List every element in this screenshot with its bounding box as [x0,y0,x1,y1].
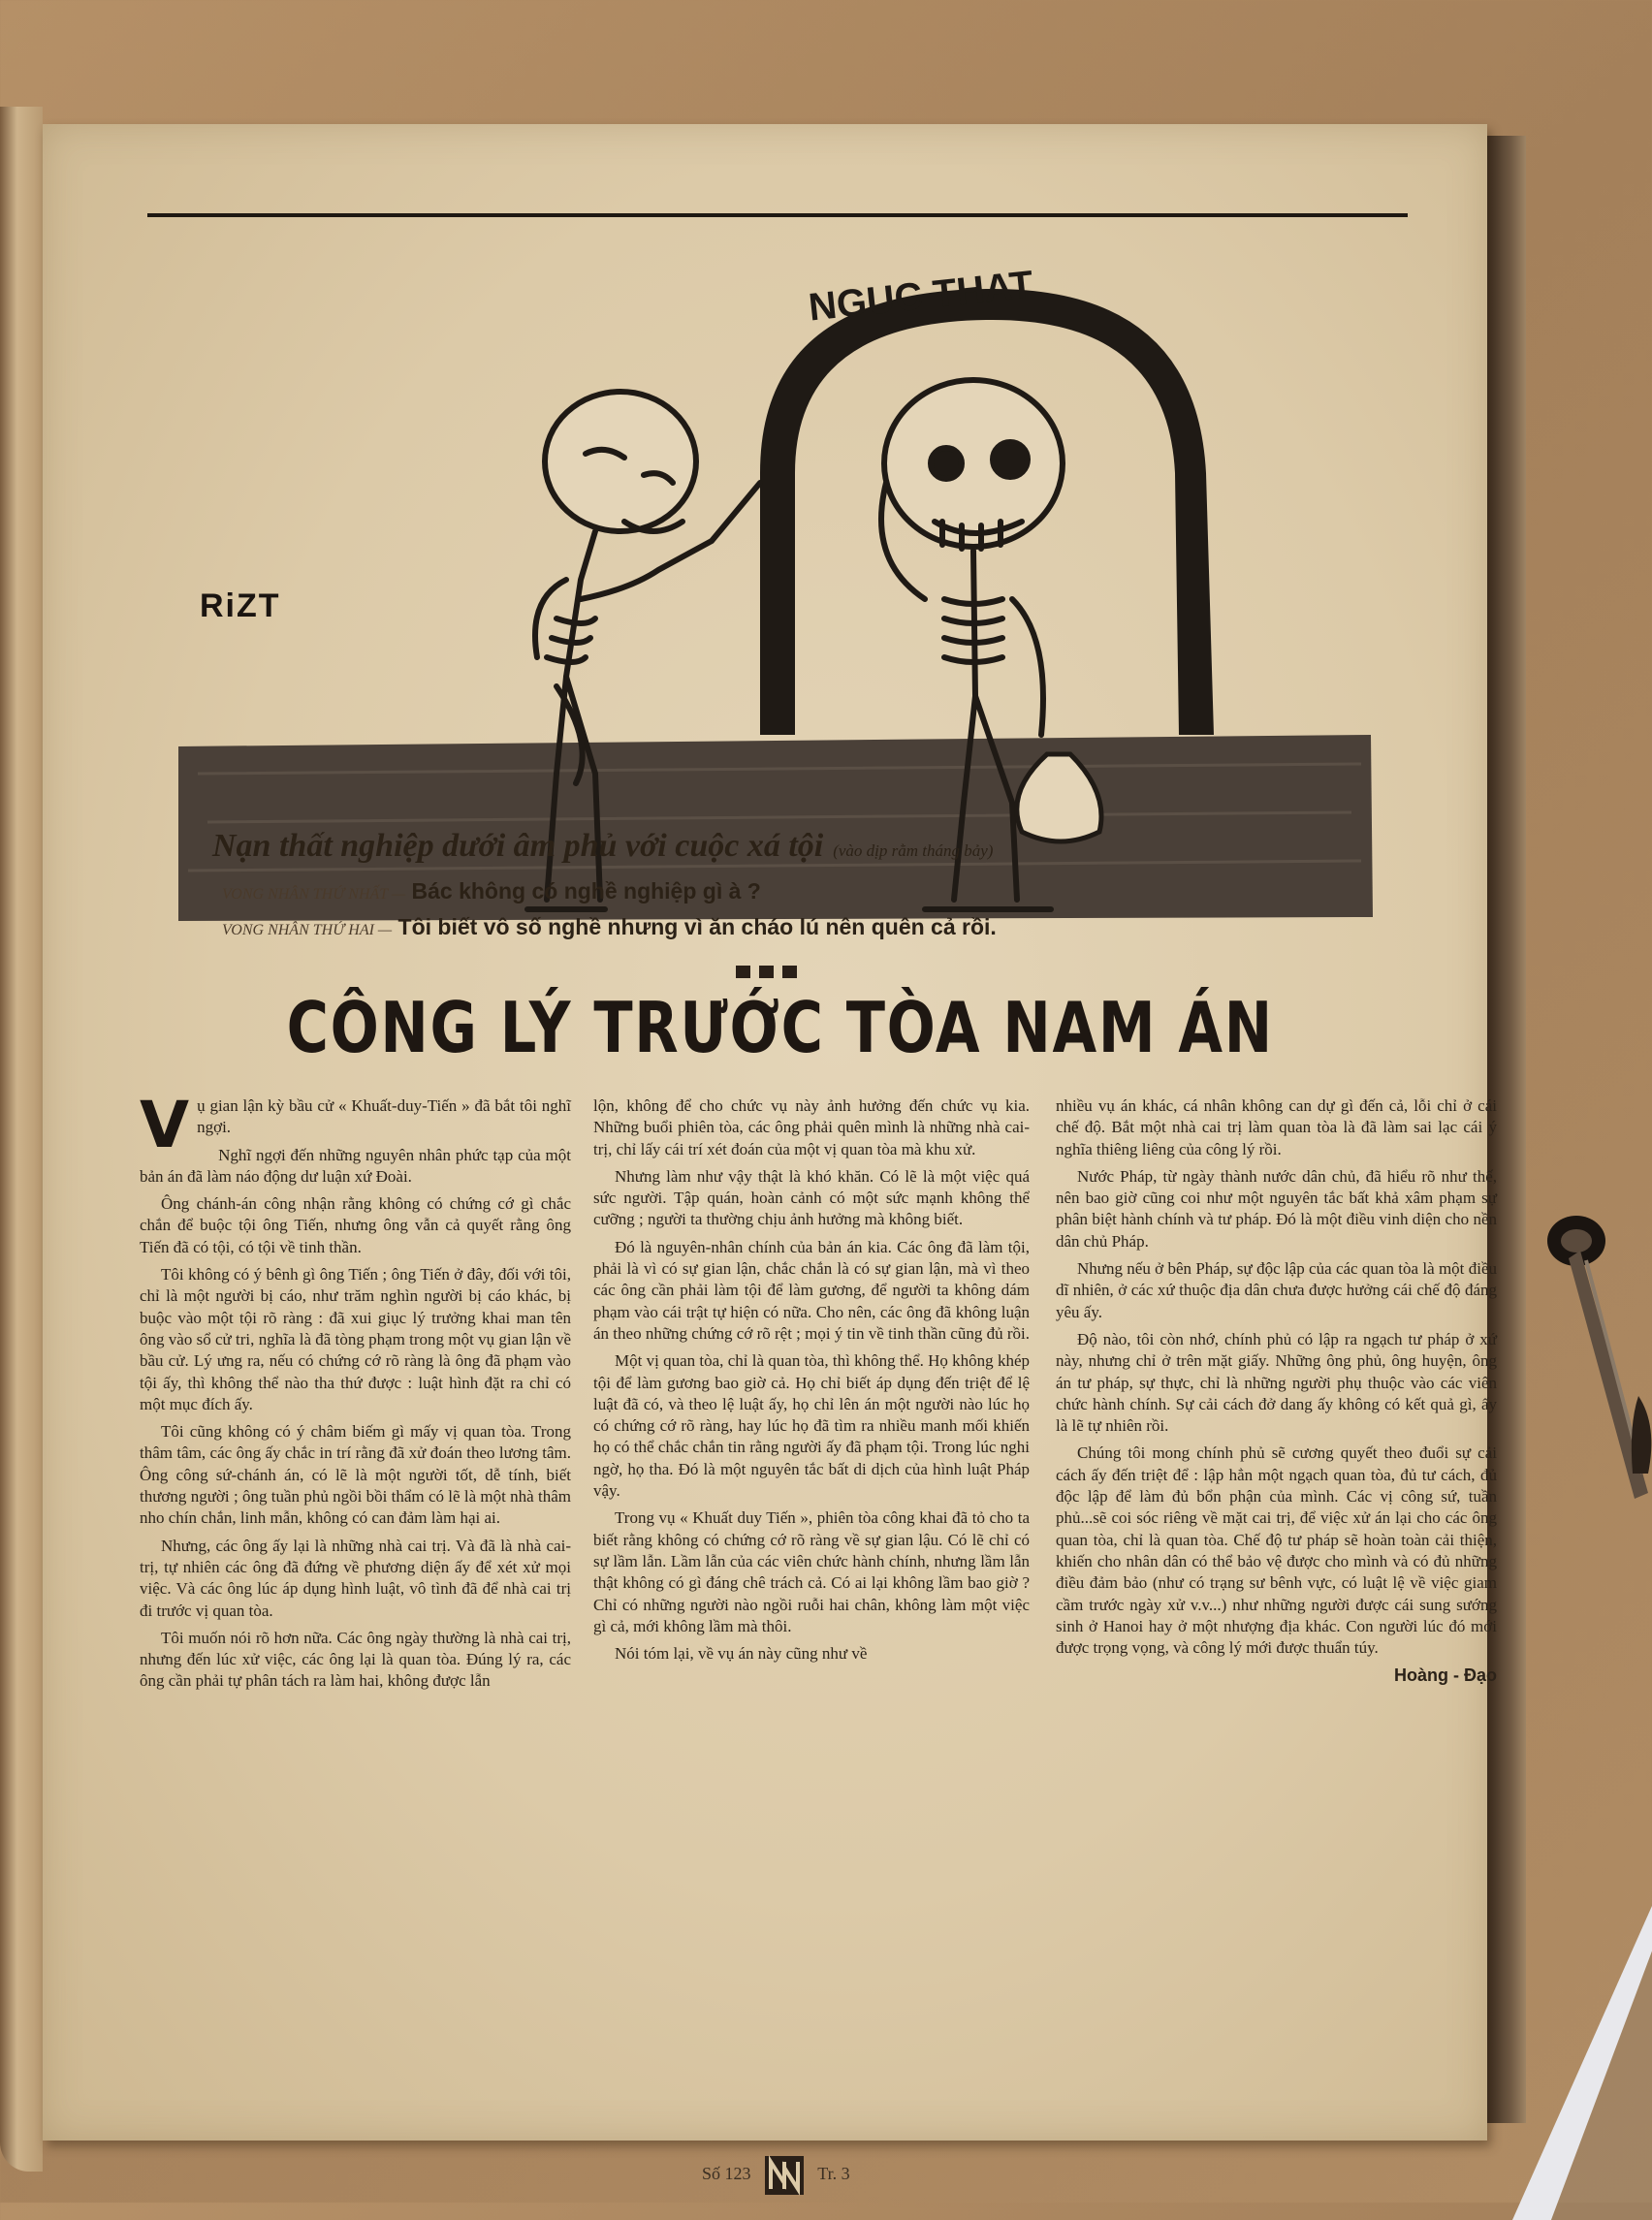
paragraph: Tôi không có ý bênh gì ông Tiến ; ông Tiến ở đây, đối với tôi, chỉ là một người bị cáo, như trăm nghìn người bị cáo khác, bị buộc vào một tội rõ ràng : đã xui giục lý trưởng khai man tên ông vào sổ cử tri, nghĩa là đã tòng phạm trong một vụ gian lận về bầu cử. Lý ưng ra, nếu có chứng cớ rõ ràng là ông đã phạm vào tội ấy, thì không thể nào tha thứ được : luật hình đặt ra chỉ có một mục đích ấy. [140,1265,571,1413]
top-rule [147,213,1408,217]
paragraph: nhiều vụ án khác, cá nhân không can dự gì đến cả, lỗi chỉ ở cái chế độ. Bắt một nhà cai trị làm quan tòa là đã làm sai lạc cái ý nghĩa thiêng liêng của công lý rồi. [1056,1096,1497,1158]
dialogue-line-1 [222,878,761,904]
paragraph [140,1088,571,1162]
magazine-page [43,124,1497,2184]
book-binding [0,107,43,2172]
paragraph: Nghĩ ngợi đến những nguyên nhân phức tạp của một bản án đã làm náo động dư luận xứ Đoài. [140,1145,571,1186]
caption-text: Nạn thất nghiệp dưới âm phủ với cuộc xá tội [212,828,824,864]
article-headline: CÔNG LÝ TRƯỚC TÒA NAM ÁN [286,987,1274,1068]
paragraph: Chúng tôi mong chính phủ sẽ cương quyết theo đuổi sự cải cách ấy đến triệt để : lập hẳn một ngạch quan tòa, đủ tư cách, đủ độc lập để làm đủ bổn phận của mình. Các vị công sứ, tuần phủ...sẽ coi sóc riêng về mặt cai trị, để việc xử án lại cho các ông quan tòa, chỉ là quan tòa. Chế độ tư pháp sẽ hoàn toàn cải thiện, khiến cho nhân dân có thể bảo vệ được cho mình và có đủ những điều đảm bảo (như có trạng sư bênh vực, có luật lệ về việc giam cầm trước ngày xử v.v...) như những người được cái sung sướng sinh ở Hanoi hay ở một nhượng địa khác. Con người lúc đó mới được trọng vọng, và công lý mới được thuẩn túy. [1056,1443,1497,1658]
paragraph: Nói tóm lại, về vụ án này cũng như về [615,1644,868,1664]
drop-cap: V [140,1088,190,1162]
article-column-3 [1056,1095,1497,1687]
speaker-1: VONG NHÂN THỨ NHẤT — [222,886,406,903]
paragraph: Độ nào, tôi còn nhớ, chính phủ có lập ra ngạch tư pháp ở xứ này, nhưng chỉ ở trên mặt giấy. Những ông phủ, ông huyện, ông án tư pháp, sự thực, chỉ là những người phụ thuộc vào các viên chức hành chính. Sự cải cách đở dang ấy không có kết quả gì, ấy là lẽ tự nhiên rồi. [1056,1329,1497,1436]
dialogue-text-2: Tôi biết vô số nghề nhưng vì ăn cháo lú nên quên cả rồi. [397,914,997,939]
cartoon-caption [212,828,1424,865]
paragraph: Nhưng nếu ở bên Pháp, sự độc lập của các quan tòa là một điều dĩ nhiên, ở các xứ thuộc địa dân chưa được hưởng cái chế độ đáng yêu ấy. [1056,1259,1497,1321]
pen-icon [1541,1202,1652,1512]
article-column-1 [140,1088,571,1698]
publication-logo-icon [763,2154,806,2197]
paragraph: Trong vụ « Khuất duy Tiến », phiên tòa công khai đã tỏ cho ta biết rằng không có chứng cớ rõ ràng về sự gian lậu. Có lẽ chỉ có sự lầm lẫn. Lầm lẫn của các viên chức hành chính, nhưng lầm lẫn thật không có gì đáng chê trách cả. Có ai lại không lầm bao giờ ? Chỉ có những người nào ngồi ruỗi hai chân, không làm một việc gì cả, mới không lầm mà thôi. [593,1508,1030,1635]
paragraph-text: ụ gian lận kỳ bầu cử « Khuất-duy-Tiến » đã bắt tôi nghĩ ngợi. [197,1096,571,1137]
author-byline: Hoàng - Đạo [1394,1665,1497,1686]
paragraph: Nhưng, các ông ấy lại là những nhà cai trị. Và đã là nhà cai-trị, tự nhiên các ông đã đứng về phương diện ấy để xét xử mọi việc. Và các ông lúc áp dụng hình luật, vô tình đã để nhà cai trị đi trước vị quan tòa. [140,1536,571,1620]
paragraph: Tôi cũng không có ý châm biếm gì mấy vị quan tòa. Trong thâm tâm, các ông ấy chắc in trí rằng đã xử đoán theo lương tâm. Ông công sứ-chánh án, có lẽ là một người tốt, dễ tính, biết thương người ; ông tuần phủ ngồi bồi thẩm có lẽ là một nhà thâm nho chín chắn, linh mẫn, không có can đảm làm hại ai. [140,1422,571,1528]
light-glare [1512,1871,1652,2220]
section-divider [736,966,806,983]
dialogue-text-1: Bác không có nghề nghiệp gì à ? [411,878,761,904]
speaker-2: VONG NHÂN THỨ HAI — [222,922,393,938]
article-column-2 [593,1095,1030,1670]
paragraph: Đó là nguyên-nhân chính của bản án kia. Các ông đã làm tội, phải là vì có sự gian lận, chắc chắn là có sự gian lận, mà vì theo các ông cần phải làm tội để làm gương, để người ta không dám phạm vào cái trật tự hiện có nữa. Cho nên, các ông đã không luận án theo những chứng cớ rõ rệt ; mọi ý tin về tinh thần cũng đủ rồi. [593,1237,1030,1343]
page-footer [702,2154,850,2197]
paragraph: Tôi muốn nói rõ hơn nữa. Các ông ngày thường là nhà cai trị, nhưng đến lúc xử việc, các ông lại là quan tòa. Đúng lý ra, các ông cần phải tự phân tách ra làm hai, không được lẫn [140,1628,571,1691]
dialogue-line-2 [222,914,997,940]
paragraph: Một vị quan tòa, chỉ là quan tòa, thì không thể. Họ không khép tội để làm gương bao giờ cả. Họ chỉ biết áp dụng đến triệt để lệ luật đã có, và theo lệ luật ấy, họ chỉ lên án một người nào lúc họ có chứng cớ rõ ràng, hay lúc họ đã tìm ra nhiều manh mối khiến họ có thể chắc chắn tin rằng người ấy đã phạm tội. Trong lúc nghi ngờ, họ tha. Đó là một nguyên tắc bất di dịch của hình luật Pháp vậy. [593,1351,1030,1501]
paragraph: Ông chánh-án công nhận rằng không có chứng cớ gì chắc chắn để buộc tội ông Tiến, nhưng ông vẫn cả quyết rằng ông Tiến đã có tội, có tội về tinh thần. [140,1194,571,1256]
paragraph: Nước Pháp, từ ngày thành nước dân chủ, đã hiểu rõ như thế, nên bao giờ cũng coi như một nguyên tắc bất khả xâm phạm sự phân biệt hành chính và tư pháp. Đó là một điều vinh diện cho nền dân chủ Pháp. [1056,1166,1497,1251]
paragraph: lộn, không để cho chức vụ này ảnh hưởng đến chức vụ kia. Những buổi phiên tòa, các ông phải quên mình là những nhà cai-trị, chỉ lấy cái trí xét đoán của một vị quan tòa mà khu xử. [593,1096,1030,1158]
issue-number: Số 123 [702,2164,751,2184]
page-number: Tr. 3 [817,2164,850,2184]
caption-note: (vào dịp rằm tháng bảy) [833,841,994,860]
paragraph: Nhưng làm như vậy thật là khó khăn. Có lẽ là một việc quá sức người. Tập quán, hoàn cảnh có một sức mạnh không thể cưỡng ; người ta thường chịu ảnh hưởng mà không biết. [593,1166,1030,1229]
prison-label: NGUC THAT [806,263,1035,330]
artist-signature: RiZT [200,587,281,624]
